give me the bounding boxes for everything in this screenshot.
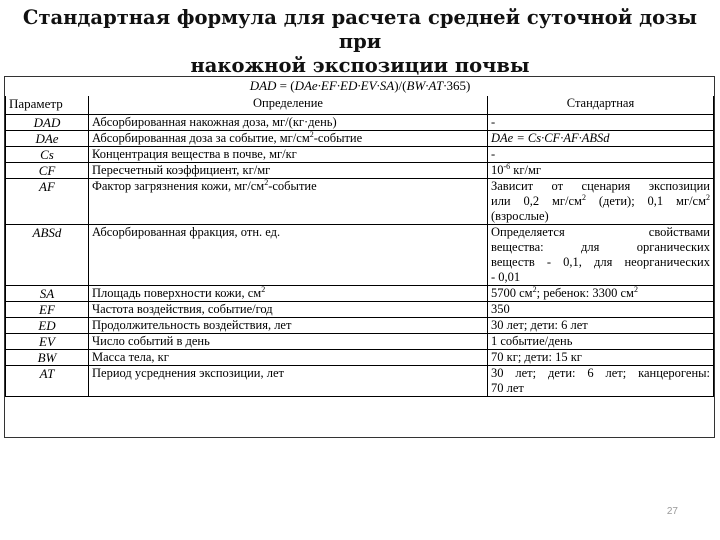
standard-line-4: - 0,01 xyxy=(491,270,521,284)
standard-line-1: 30 лет; дети: 6 лет; канцерогены: xyxy=(491,366,710,380)
row-definition: Продолжительность воздействия, лет xyxy=(89,318,488,334)
standard-line-3: (взрослые) xyxy=(491,209,549,223)
row-definition: Число событий в день xyxy=(89,334,488,350)
standard-line-2: 70 лет xyxy=(491,381,524,395)
row-param: CF xyxy=(6,163,89,179)
page-number: 27 xyxy=(666,506,678,517)
formula-mid: )/( xyxy=(394,78,407,93)
definition-text: Абсорбированная доза за событие, мг/см xyxy=(92,131,310,145)
row-param: DAe xyxy=(6,131,89,147)
table-row xyxy=(6,131,714,147)
header-standard: Стандартная xyxy=(488,96,714,115)
table-row xyxy=(6,318,714,334)
standard-line-2-sup2: 2 xyxy=(706,193,711,202)
table-row xyxy=(6,350,714,366)
table-row xyxy=(6,147,714,163)
standard-text-mid: ; ребенок: 3300 см xyxy=(536,286,634,300)
row-definition: Пересчетный коэффициент, кг/мг xyxy=(89,163,488,179)
row-standard: 70 кг; дети: 15 кг xyxy=(488,350,714,366)
row-definition xyxy=(89,179,488,225)
table-header-row xyxy=(6,96,714,115)
standard-sup: -6 xyxy=(503,162,511,171)
row-standard: 1 событие/день xyxy=(488,334,714,350)
row-standard xyxy=(488,366,714,397)
row-standard: 350 xyxy=(488,302,714,318)
standard-line-2-a: или 0,2 мг/см xyxy=(491,194,582,208)
row-standard xyxy=(488,179,714,225)
row-param: EV xyxy=(6,334,89,350)
row-definition: Период усреднения экспозиции, лет xyxy=(89,366,488,397)
standard-line-1: Определяется свойствами xyxy=(491,225,710,239)
parameters-table xyxy=(5,96,714,397)
table-row xyxy=(6,179,714,225)
formula-denominator: BW·AT· xyxy=(406,78,447,93)
definition-text: Фактор загрязнения кожи, мг/см xyxy=(92,179,265,193)
standard-text: 5700 см xyxy=(491,286,533,300)
table-row xyxy=(6,366,714,397)
table-row xyxy=(6,163,714,179)
definition-text: Площадь поверхности кожи, см xyxy=(92,286,262,300)
row-definition: Масса тела, кг xyxy=(89,350,488,366)
row-standard: DAe = Cs·CF·AF·ABSd xyxy=(488,131,714,147)
row-standard: - xyxy=(488,115,714,131)
slide-title xyxy=(0,6,720,78)
row-definition: Абсорбированная накожная доза, мг/(кг·день) xyxy=(89,115,488,131)
row-param: AT xyxy=(6,366,89,397)
slide-title-line-1: Стандартная формула для расчета средней суточной дозы при xyxy=(22,6,698,53)
table-row xyxy=(6,286,714,302)
row-param: SA xyxy=(6,286,89,302)
row-param: ABSd xyxy=(6,225,89,286)
formula-numerator: DAe·EF·ED·EV·SA xyxy=(294,78,395,93)
formula-const: 365) xyxy=(446,78,471,93)
standard-sup: 2 xyxy=(532,285,537,294)
table-row xyxy=(6,225,714,286)
dose-formula xyxy=(0,78,720,94)
standard-line-1: Зависит от сценария экспозиции xyxy=(491,179,710,193)
row-standard xyxy=(488,225,714,286)
row-standard: 30 лет; дети: 6 лет xyxy=(488,318,714,334)
header-definition: Определение xyxy=(89,96,488,115)
row-param: AF xyxy=(6,179,89,225)
row-standard xyxy=(488,286,714,302)
row-definition: Концентрация вещества в почве, мг/кг xyxy=(89,147,488,163)
standard-sup-2: 2 xyxy=(633,285,638,294)
row-standard xyxy=(488,163,714,179)
row-param: Cs xyxy=(6,147,89,163)
definition-sup: 2 xyxy=(264,178,269,187)
row-param: DAD xyxy=(6,115,89,131)
row-definition: Частота воздействия, событие/год xyxy=(89,302,488,318)
standard-line-2-sup: 2 xyxy=(581,193,586,202)
definition-sup: 2 xyxy=(261,285,266,294)
row-definition xyxy=(89,131,488,147)
row-definition xyxy=(89,286,488,302)
standard-line-3: веществ - 0,1, для неорганических xyxy=(491,255,710,269)
formula-left: DAD xyxy=(249,78,277,93)
row-definition: Абсорбированная фракция, отн. ед. xyxy=(89,225,488,286)
definition-text-end: -событие xyxy=(268,179,317,193)
definition-sup: 2 xyxy=(309,130,314,139)
row-param: EF xyxy=(6,302,89,318)
standard-line-2-b: (дети); 0,1 мг/см xyxy=(585,194,707,208)
header-param: Параметр xyxy=(6,96,89,115)
table-row xyxy=(6,302,714,318)
table-row xyxy=(6,115,714,131)
formula-eq: = ( xyxy=(276,78,295,93)
standard-text: 10 xyxy=(491,163,504,177)
standard-text-end: кг/мг xyxy=(510,163,542,177)
slide-title-line-2: накожной экспозиции почвы xyxy=(190,54,530,77)
table-row xyxy=(6,334,714,350)
definition-text-end: -событие xyxy=(313,131,363,145)
standard-line-2: вещества: для органических xyxy=(491,240,710,254)
row-param: ED xyxy=(6,318,89,334)
row-standard: - xyxy=(488,147,714,163)
row-param: BW xyxy=(6,350,89,366)
standard-line-2 xyxy=(491,194,710,209)
